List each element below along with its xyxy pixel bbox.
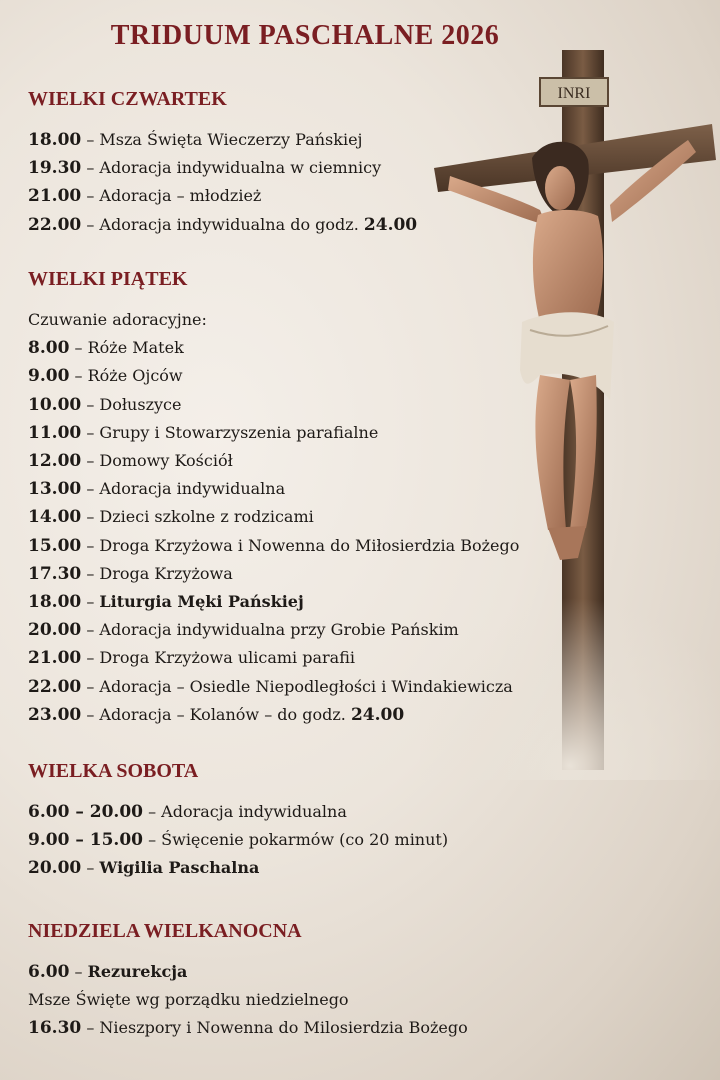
schedule-text: Dzieci szkolne z rodzicami: [99, 507, 314, 527]
schedule-text: Adoracja indywidualna przy Grobie Pańskim: [99, 620, 459, 640]
section-heading: WIELKI CZWARTEK: [28, 88, 227, 110]
schedule-item: [28, 588, 519, 616]
schedule-text: Święcenie pokarmów (co 20 minut): [161, 830, 449, 850]
schedule-item: [28, 211, 417, 239]
separator: –: [69, 338, 88, 358]
separator: –: [81, 704, 100, 724]
schedule-text: Adoracja – Kolanów – do godz.: [99, 704, 351, 724]
separator: –: [81, 130, 100, 149]
schedule-time: 20.00: [28, 620, 82, 641]
schedule-item: [28, 986, 468, 1014]
schedule-text: Wigilia Paschalna: [99, 858, 260, 878]
schedule-time: 8.00: [28, 338, 70, 359]
schedule-item: [28, 958, 468, 986]
separator: –: [81, 451, 100, 471]
schedule-list: [28, 798, 448, 883]
section-heading: WIELKI PIĄTEK: [28, 268, 188, 290]
schedule-text: Czuwanie adoracyjne:: [28, 310, 207, 329]
schedule-item: [28, 616, 519, 644]
schedule-time: 22.00: [28, 676, 82, 697]
schedule-text: Grupy i Stowarzyszenia parafialne: [99, 422, 379, 442]
schedule-time: 19.30: [28, 158, 82, 179]
schedule-time: 13.00: [28, 479, 82, 500]
inri-label: INRI: [557, 85, 591, 102]
separator: –: [81, 158, 100, 178]
schedule-time: 14.00: [28, 507, 82, 528]
schedule-item: [28, 701, 519, 729]
schedule-text: Droga Krzyżowa i Nowenna do Miłosierdzia Bożego: [99, 535, 520, 555]
schedule-text: Dołuszyce: [99, 394, 182, 414]
schedule-text: Adoracja indywidualna: [161, 802, 347, 821]
schedule-text: Adoracja indywidualna w ciemnicy: [99, 158, 382, 178]
schedule-text: Droga Krzyżowa ulicami parafii: [99, 648, 356, 668]
separator: –: [81, 535, 100, 555]
schedule-item: [28, 391, 519, 419]
schedule-time: 22.00: [28, 214, 82, 235]
schedule-time: 16.30: [28, 1018, 82, 1039]
schedule-item: [28, 154, 417, 182]
schedule-text: Adoracja – Osiedle Niepodległości i Windakiewicza: [99, 676, 513, 696]
schedule-time: 15.00: [28, 535, 82, 556]
separator: –: [81, 422, 100, 442]
schedule-item: [28, 826, 448, 854]
schedule-text: Adoracja indywidualna do godz.: [99, 214, 364, 234]
schedule-text: Nieszpory i Nowenna do Milosierdzia Bożego: [99, 1018, 468, 1038]
schedule-item: [28, 798, 448, 826]
separator: –: [81, 507, 100, 527]
separator: –: [81, 394, 100, 414]
schedule-time: 9.00 – 15.00: [28, 830, 143, 851]
schedule-item: [28, 1014, 468, 1042]
schedule-time: 18.00: [28, 592, 82, 613]
separator: –: [81, 186, 100, 206]
schedule-list: [28, 126, 417, 239]
schedule-time: 6.00: [28, 962, 70, 982]
schedule-time: 10.00: [28, 394, 82, 415]
schedule-end-time: 24.00: [363, 214, 418, 235]
schedule-time: 6.00 – 20.00: [28, 802, 143, 822]
schedule-item: [28, 532, 519, 560]
schedule-time: 21.00: [28, 186, 82, 207]
page-title: TRIDUUM PASCHALNE 2026: [110, 20, 500, 51]
separator: –: [142, 802, 162, 821]
separator: –: [81, 1018, 100, 1038]
separator: –: [81, 479, 100, 499]
schedule-text: Droga Krzyżowa: [99, 563, 233, 583]
separator: –: [81, 676, 100, 696]
schedule-end-time: 24.00: [350, 704, 405, 725]
schedule-text: Msza Święta Wieczerzy Pańskiej: [99, 130, 363, 149]
schedule-item: [28, 362, 519, 390]
schedule-item: [28, 306, 519, 334]
schedule-item: [28, 475, 519, 503]
schedule-text: Msze Święte wg porządku niedzielnego: [28, 990, 349, 1010]
schedule-text: Róże Matek: [87, 338, 184, 358]
schedule-text: Rezurekcja: [87, 962, 188, 981]
schedule-item: [28, 126, 417, 154]
schedule-item: [28, 503, 519, 531]
separator: –: [81, 620, 100, 640]
section-heading: NIEDZIELA WIELKANOCNA: [28, 920, 302, 942]
separator: –: [81, 648, 100, 668]
schedule-item: [28, 447, 519, 475]
schedule-time: 17.30: [28, 563, 82, 584]
separator: –: [81, 214, 100, 234]
schedule-list: [28, 306, 519, 729]
schedule-text: Adoracja indywidualna: [99, 479, 286, 499]
schedule-time: 21.00: [28, 648, 82, 669]
schedule-time: 20.00: [28, 858, 82, 879]
schedule-text: Liturgia Męki Pańskiej: [99, 592, 304, 612]
schedule-item: [28, 673, 519, 701]
schedule-time: 11.00: [28, 422, 82, 443]
schedule-item: [28, 419, 519, 447]
schedule-list: [28, 958, 468, 1043]
separator: –: [81, 858, 100, 878]
separator: –: [69, 962, 88, 981]
schedule-item: [28, 182, 417, 210]
schedule-text: Adoracja – młodzież: [99, 186, 262, 206]
separator: –: [69, 366, 88, 386]
schedule-time: 23.00: [28, 704, 82, 725]
separator: –: [142, 830, 162, 850]
separator: –: [81, 592, 100, 612]
schedule-text: Róże Ojców: [87, 366, 183, 386]
schedule-time: 18.00: [28, 130, 82, 150]
schedule-item: [28, 644, 519, 672]
schedule-time: 12.00: [28, 451, 82, 472]
schedule-time: 9.00: [28, 366, 70, 387]
schedule-item: [28, 334, 519, 362]
schedule-item: [28, 854, 448, 882]
schedule-item: [28, 560, 519, 588]
schedule-text: Domowy Kościół: [99, 451, 233, 471]
section-heading: WIELKA SOBOTA: [28, 760, 199, 782]
separator: –: [81, 563, 100, 583]
